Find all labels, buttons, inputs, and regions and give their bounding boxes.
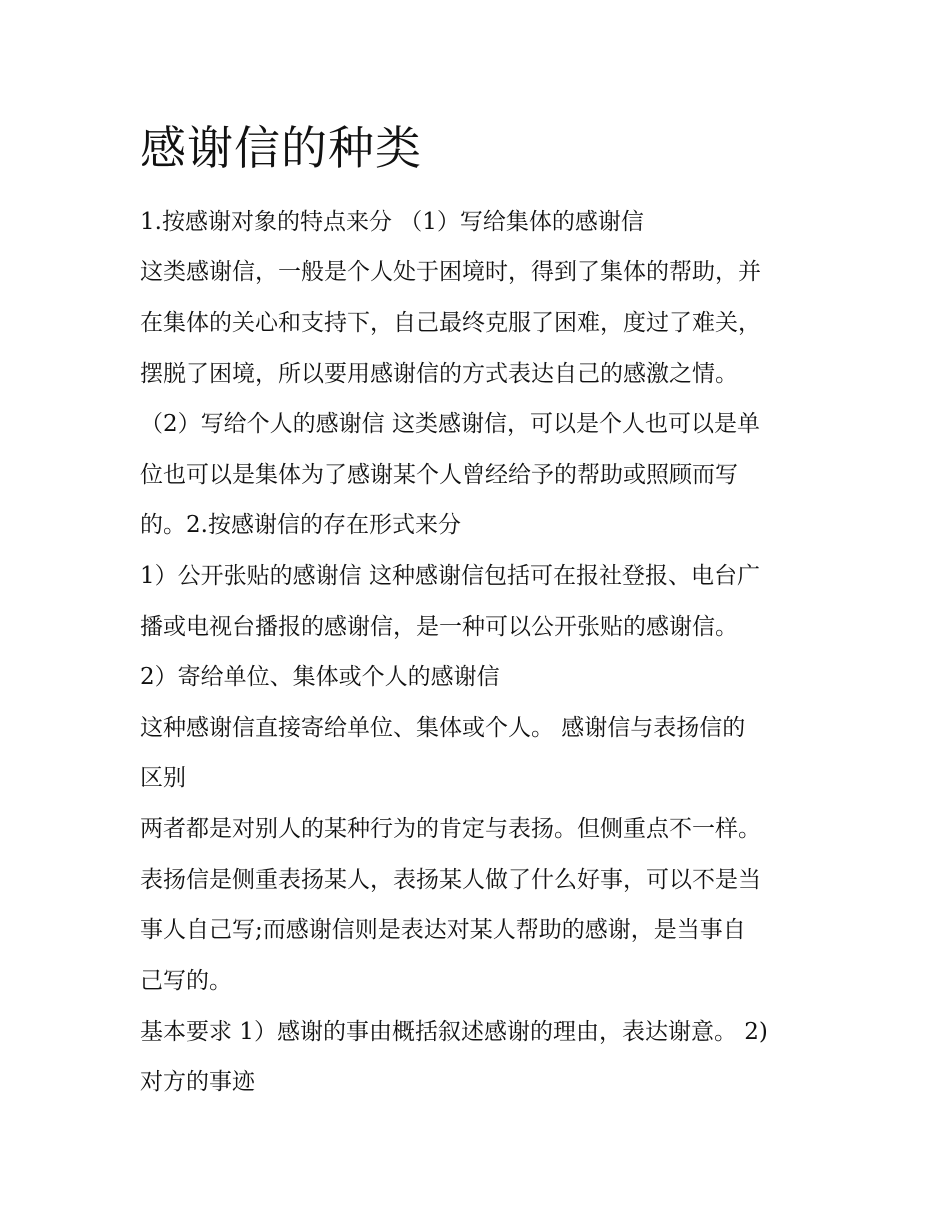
text-line: 1）公开张贴的感谢信 这种感谢信包括可在报社登报、电台广	[140, 563, 760, 589]
text-line: 2）寄给单位、集体或个人的感谢信	[140, 664, 500, 690]
text-line: 摆脱了困境，所以要用感谢信的方式表达自己的感激之情。	[140, 361, 738, 387]
text-line: 这类感谢信，一般是个人处于困境时，得到了集体的帮助，并	[140, 259, 761, 285]
text-line: 的。2.按感谢信的存在形式来分	[140, 512, 461, 538]
text-line: 事人自己写;而感谢信则是表达对某人帮助的感谢，是当事自	[140, 917, 746, 943]
text-line: 区别	[140, 765, 186, 791]
page-title: 感谢信的种类	[140, 121, 422, 175]
text-line: 1.按感谢对象的特点来分 （1）写给集体的感谢信	[140, 209, 644, 235]
text-line: 基本要求 1）感谢的事由概括叙述感谢的理由，表达谢意。 2)	[140, 1019, 768, 1045]
text-line: 表扬信是侧重表扬某人，表扬某人做了什么好事，可以不是当	[140, 867, 761, 893]
text-line: 这种感谢信直接寄给单位、集体或个人。 感谢信与表扬信的	[140, 715, 746, 741]
text-line: 播或电视台播报的感谢信，是一种可以公开张贴的感谢信。	[140, 614, 738, 640]
text-line: 己写的。	[140, 968, 232, 994]
text-line: 对方的事迹	[140, 1069, 255, 1095]
text-line: 位也可以是集体为了感谢某个人曾经给予的帮助或照顾而写	[140, 462, 738, 488]
text-line: （2）写给个人的感谢信 这类感谢信，可以是个人也可以是单	[140, 411, 760, 437]
text-line: 两者都是对别人的某种行为的肯定与表扬。但侧重点不一样。	[140, 816, 761, 842]
text-line: 在集体的关心和支持下，自己最终克服了困难，度过了难关，	[140, 310, 761, 336]
